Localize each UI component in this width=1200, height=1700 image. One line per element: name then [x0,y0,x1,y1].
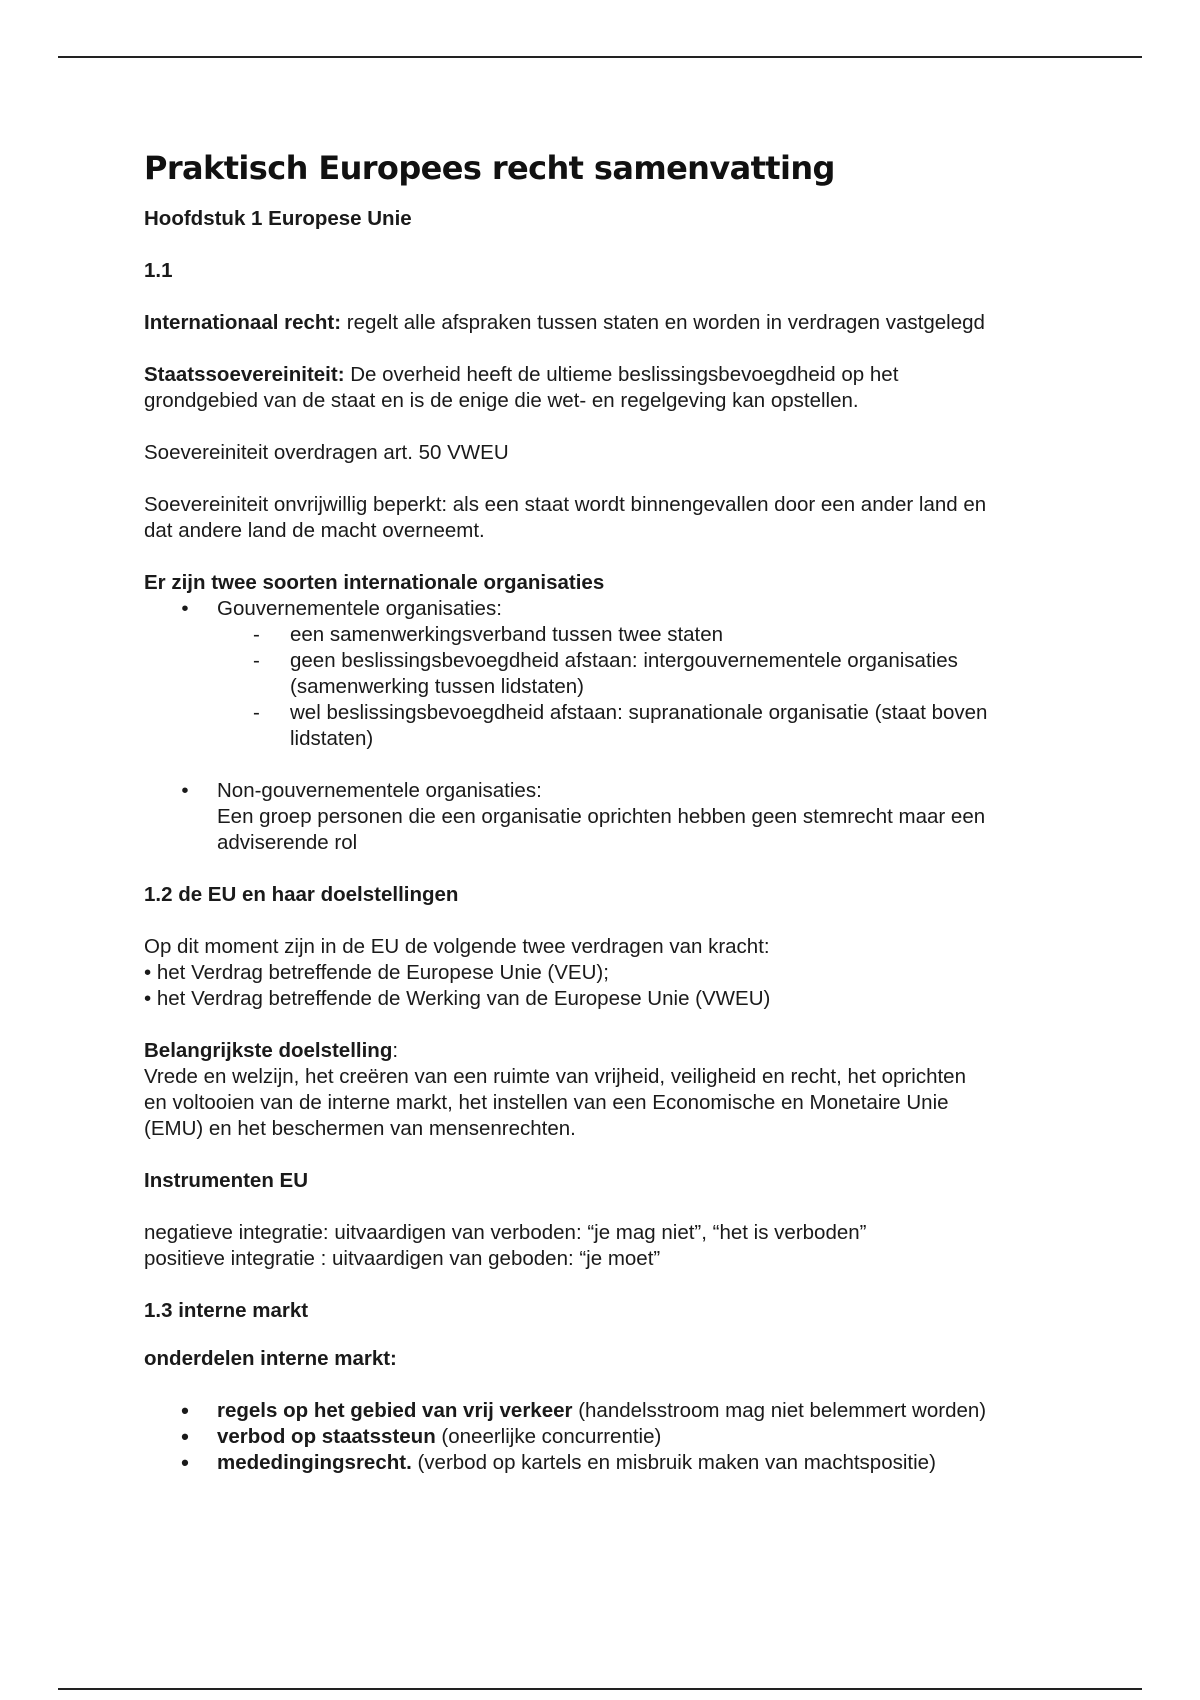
section-1-2-heading: 1.2 de EU en haar doelstellingen [144,883,459,906]
document-page [144,148,1084,1476]
dash-icon: - [253,701,260,724]
instruments-heading: Instrumenten EU [144,1169,309,1192]
bullet-icon: • [181,597,189,620]
dash-icon: - [253,623,260,646]
bullet-icon: • [181,1398,189,1423]
treaties-paragraph: Op dit moment zijn in de EU de volgende twee verdragen van kracht: • het Verdrag betreffende de Europese Unie (VEU); • het Verdrag betreffende de Werking van de Europese Unie (VWEU) [144,935,771,1010]
sovereignty-involuntary: Soevereiniteit onvrijwillig beperkt: als een staat wordt binnengevallen door een ander land en dat andere land de macht overneemt. [144,493,987,542]
list-item: • Non-gouvernementele organisaties: Een groep personen die een organisatie oprichten hebben geen stemrecht maar een adviserende rol [144,778,1084,856]
list-item: • regels op het gebied van vrij verkeer (handelsstroom mag niet belemmert worden) [144,1398,1084,1424]
list-item: • mededingingsrecht. (verbod op kartels en misbruik maken van machtspositie) [144,1450,1084,1476]
organisations-heading: Er zijn twee soorten internationale organisaties [144,571,605,594]
organisations-list [144,596,1084,856]
dash-icon: - [253,649,260,672]
sublist-item: - geen beslissingsbevoegdheid afstaan: intergouvernementele organisaties (samenwerking tussen lidstaten) [253,649,958,698]
internal-market-parts-heading: onderdelen interne markt: [144,1347,397,1370]
term-label: Staatssoevereiniteit: [144,363,345,386]
main-goal-label: Belangrijkste doelstelling: [144,1039,399,1062]
main-goal-text: Vrede en welzijn, het creëren van een ruimte van vrijheid, veiligheid en recht, het oprichten en voltooien van de interne markt, het instellen van een Economische en Monetaire Unie (EMU) en het beschermen van mensenrechten. [144,1065,966,1140]
bullet-icon: • [181,1450,189,1475]
chapter-heading: Hoofdstuk 1 Europese Unie [144,207,412,230]
footer-rule [58,1688,1142,1690]
governmental-sublist [217,622,1084,752]
sovereignty-transfer: Soevereiniteit overdragen art. 50 VWEU [144,441,509,464]
list-item: • Gouvernementele organisaties: - een samenwerkingsverband tussen twee staten - geen beslissingsbevoegdheid afstaan: intergouvernementele organisaties (samenwerking tussen lidstaten) - wel beslissingsbevoegdheid afstaan: supranationale organisatie (staat boven lidstaten) [144,596,1084,752]
term-label: Internationaal recht: [144,311,342,334]
sublist-item: - wel beslissingsbevoegdheid afstaan: supranationale organisatie (staat boven lidstaten) [253,701,988,750]
section-1-3-heading: 1.3 interne markt [144,1299,309,1322]
bullet-icon: • [181,779,189,802]
document-title: Praktisch Europees recht samenvatting [144,149,835,187]
sublist-item: - een samenwerkingsverband tussen twee staten [253,623,724,646]
definition-international-law: Internationaal recht: regelt alle afspraken tussen staten en worden in verdragen vastgelegd [144,311,985,334]
internal-market-list [144,1398,1084,1476]
integration-paragraph: negatieve integratie: uitvaardigen van verboden: “je mag niet”, “het is verboden” positieve integratie : uitvaardigen van geboden: “je moet” [144,1221,867,1270]
list-item: • verbod op staatssteun (oneerlijke concurrentie) [144,1424,1084,1450]
definition-sovereignty: Staatssoevereiniteit: De overheid heeft de ultieme beslissingsbevoegdheid op het grondgebied van de staat en is de enige die wet- en regelgeving kan opstellen. [144,363,899,412]
header-rule [58,56,1142,58]
bullet-icon: • [181,1424,189,1449]
section-1-1-heading: 1.1 [144,259,173,282]
